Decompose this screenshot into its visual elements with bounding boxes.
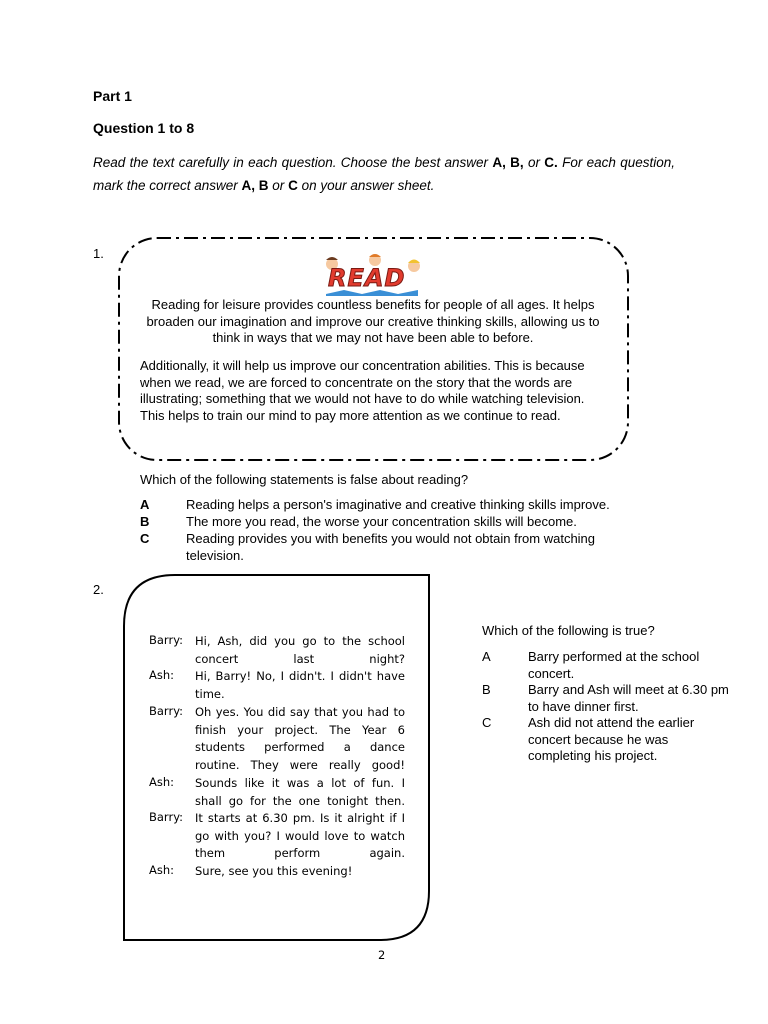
dialogue-line: go with you? I would love to watch — [195, 828, 405, 843]
dialogue-line: Oh yes. You did say that you had to — [195, 705, 405, 719]
q2-option-a-text: Barry performed at the school concert. — [528, 649, 700, 681]
q1-option-b-letter: B — [140, 514, 150, 529]
dialogue-line: time. — [195, 686, 225, 701]
dialogue-line: shall go for the one tonight then. — [195, 793, 405, 808]
dialogue-line: students performed a dance — [195, 740, 405, 755]
q1-option-c-letter: C — [140, 531, 150, 546]
q2-option-c-text: Ash did not attend the earlier concert because he was completing his project. — [528, 715, 695, 763]
q2-option-c-letter: C — [482, 715, 492, 730]
q1-option-a-letter: A — [140, 497, 150, 512]
dialogue-line: concert last night? — [195, 651, 405, 666]
q2-option-b-text: Barry and Ash will meet at 6.30 pm to have dinner first. — [528, 682, 729, 714]
dialogue-speaker: Barry: — [149, 633, 184, 647]
dialogue-line: Hi, Barry! No, I didn't. I didn't have — [195, 669, 405, 683]
part-title: Part 1 — [93, 88, 132, 104]
dialogue-speaker: Ash: — [149, 863, 175, 877]
dialogue-speaker: Ash: — [149, 775, 175, 789]
child-hair-middle — [369, 254, 381, 257]
dialogue-speaker: Barry: — [149, 704, 184, 718]
q1-passage-paragraph-2: Additionally, it will help us improve our concentration abilities. This is because when we read, we are forced to concentrate on the story that the words are illustrating; something that we would not have to do while watching television. This helps to train our mind to pay more attention as we continue to read. — [140, 358, 585, 423]
q2-number: 2. — [93, 582, 104, 597]
q1-option-b-text: The more you read, the worse your concentration skills will become. — [186, 514, 577, 529]
page-number: 2 — [378, 948, 386, 962]
child-hair-right — [408, 260, 420, 264]
read-logo-text: READ — [328, 264, 406, 292]
instructions: Read the text carefully in each question. Choose the best answer A, B, or C. For each question, mark the correct answer A, B or C on your answer sheet. — [93, 155, 675, 193]
dialogue-line: Sure, see you this evening! — [195, 864, 353, 878]
dialogue-line: finish your project. The Year 6 — [195, 722, 405, 737]
q1-stem: Which of the following statements is false about reading? — [140, 472, 469, 487]
q1-option-c-text: Reading provides you with benefits you would not obtain from watching television. — [186, 531, 596, 563]
dialogue-line: Hi, Ash, did you go to the school — [195, 634, 405, 648]
q2-option-a-letter: A — [482, 649, 491, 664]
q1-option-a-text: Reading helps a person's imaginative and creative thinking skills improve. — [186, 497, 610, 512]
q1-number: 1. — [93, 246, 104, 261]
dialogue-speaker: Barry: — [149, 810, 184, 824]
question-range: Question 1 to 8 — [93, 120, 195, 136]
dialogue-line: It starts at 6.30 pm. Is it alright if I — [195, 811, 405, 825]
q1-passage-paragraph-1: Reading for leisure provides countless benefits for people of all ages. It helps broaden our imagination and improve our creative thinking skills, allowing us to think in ways that we may not have been able to before. — [146, 297, 600, 345]
q2-option-b-letter: B — [482, 682, 491, 697]
dialogue-line: routine. They were really good! — [195, 758, 405, 773]
dialogue-line: Sounds like it was a lot of fun. I — [195, 776, 405, 790]
read-logo — [318, 250, 426, 298]
dialogue-speaker: Ash: — [149, 668, 175, 682]
q2-stem: Which of the following is true? — [482, 623, 655, 638]
dialogue-line: them perform again. — [195, 846, 405, 861]
child-hair-left — [326, 257, 338, 260]
